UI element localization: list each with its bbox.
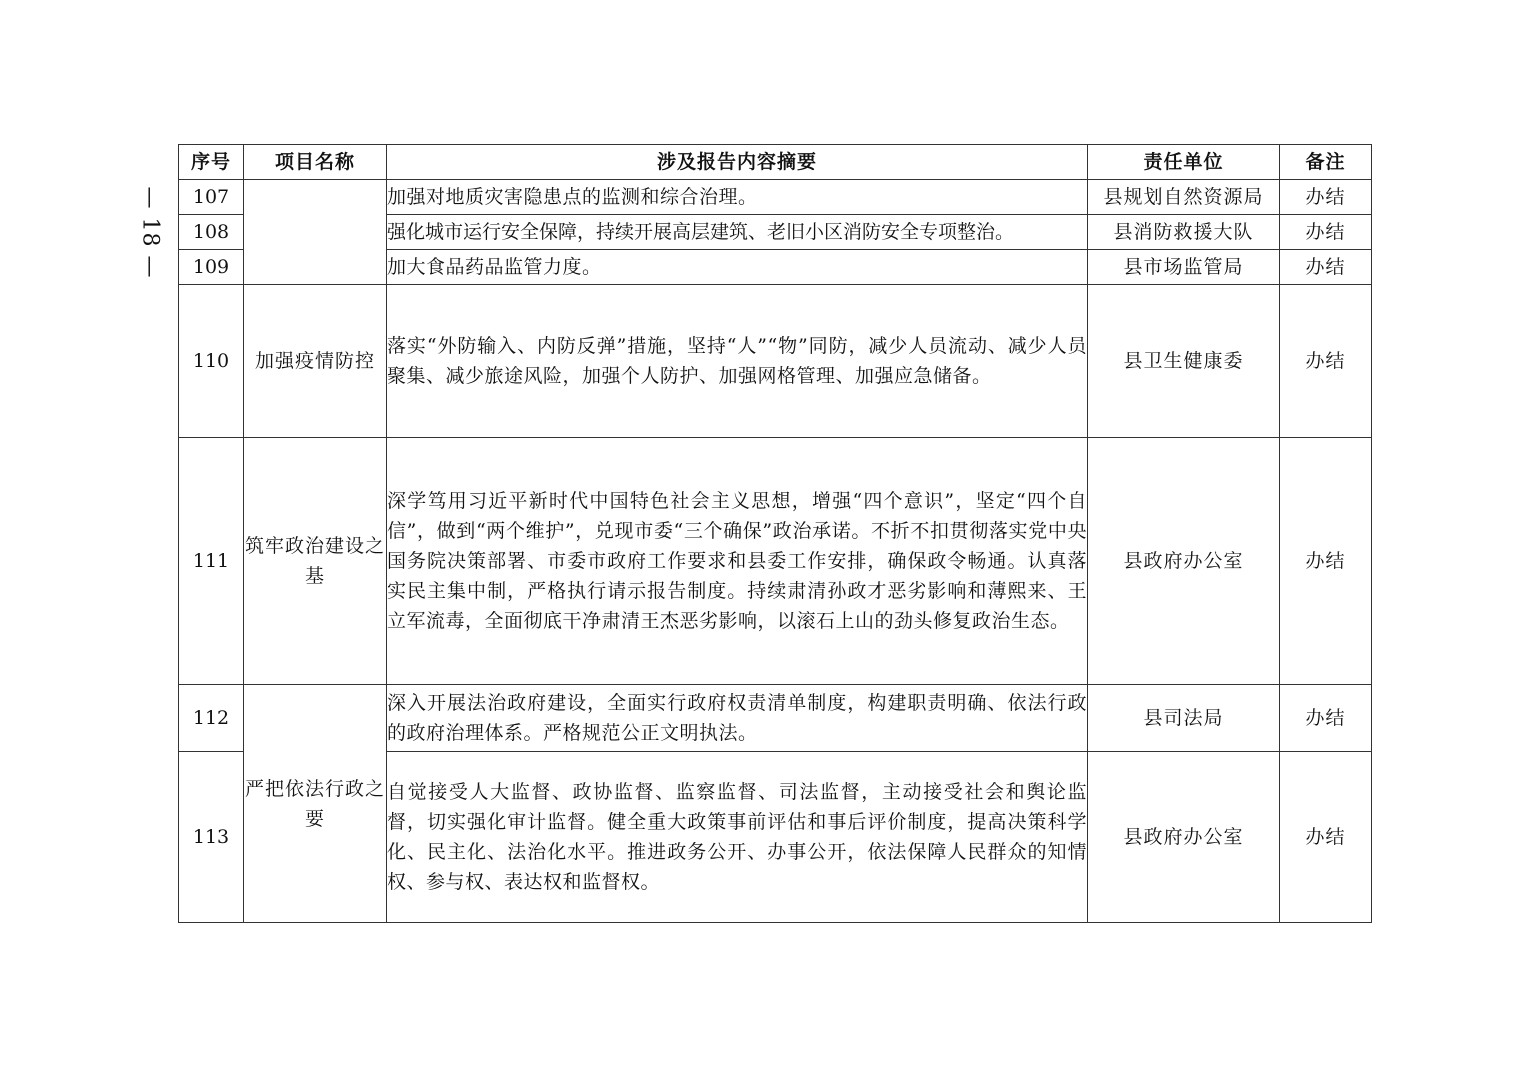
unit-cell: 县政府办公室 — [1088, 752, 1280, 923]
unit-cell: 县司法局 — [1088, 685, 1280, 752]
report-table — [178, 144, 1372, 923]
content-cell: 自觉接受人大监督、政协监督、监察监督、司法监督，主动接受社会和舆论监督，切实强化审计监督。健全重大政策事前评估和事后评价制度，提高决策科学化、民主化、法治化水平。推进政务公开、办事公开，依法保障人民群众的知情权、参与权、表达权和监督权。 — [387, 752, 1088, 923]
content-cell: 强化城市运行安全保障，持续开展高层建筑、老旧小区消防安全专项整治。 — [387, 215, 1088, 250]
content-cell: 落实“外防输入、内防反弹”措施，坚持“人”“物”同防，减少人员流动、减少人员聚集、减少旅途风险，加强个人防护、加强网格管理、加强应急储备。 — [387, 285, 1088, 438]
content-cell: 加大食品药品监管力度。 — [387, 250, 1088, 285]
header-note: 备注 — [1280, 145, 1372, 180]
table-row — [179, 285, 1372, 438]
table-row — [179, 438, 1372, 685]
project-cell: 严把依法行政之要 — [244, 685, 387, 923]
seq-cell: 109 — [179, 250, 244, 285]
table-row — [179, 685, 1372, 752]
header-row — [179, 145, 1372, 180]
note-cell: 办结 — [1280, 250, 1372, 285]
note-cell: 办结 — [1280, 180, 1372, 215]
seq-cell: 112 — [179, 685, 244, 752]
project-cell: 筑牢政治建设之基 — [244, 438, 387, 685]
seq-cell: 108 — [179, 215, 244, 250]
header-project: 项目名称 — [244, 145, 387, 180]
header-content: 涉及报告内容摘要 — [387, 145, 1088, 180]
header-seq: 序号 — [179, 145, 244, 180]
page-number — [133, 186, 167, 278]
seq-cell: 111 — [179, 438, 244, 685]
seq-cell: 113 — [179, 752, 244, 923]
unit-cell: 县消防救援大队 — [1088, 215, 1280, 250]
seq-cell: 110 — [179, 285, 244, 438]
content-cell: 深学笃用习近平新时代中国特色社会主义思想，增强“四个意识”，坚定“四个自信”，做到“两个维护”，兑现市委“三个确保”政治承诺。不折不扣贯彻落实党中央国务院决策部署、市委市政府工作要求和县委工作安排，确保政令畅通。认真落实民主集中制，严格执行请示报告制度。持续肃清孙政才恶劣影响和薄熙来、王立军流毒，全面彻底干净肃清王杰恶劣影响，以滚石上山的劲头修复政治生态。 — [387, 438, 1088, 685]
project-cell-empty — [244, 180, 387, 285]
note-cell: 办结 — [1280, 685, 1372, 752]
header-unit: 责任单位 — [1088, 145, 1280, 180]
unit-cell: 县市场监管局 — [1088, 250, 1280, 285]
unit-cell: 县卫生健康委 — [1088, 285, 1280, 438]
content-cell: 深入开展法治政府建设，全面实行政府权责清单制度，构建职责明确、依法行政的政府治理体系。严格规范公正文明执法。 — [387, 685, 1088, 752]
page-number-text: — 18 — — [137, 186, 163, 278]
note-cell: 办结 — [1280, 285, 1372, 438]
content-cell: 加强对地质灾害隐患点的监测和综合治理。 — [387, 180, 1088, 215]
unit-cell: 县政府办公室 — [1088, 438, 1280, 685]
note-cell: 办结 — [1280, 215, 1372, 250]
note-cell: 办结 — [1280, 752, 1372, 923]
seq-cell: 107 — [179, 180, 244, 215]
note-cell: 办结 — [1280, 438, 1372, 685]
table-row — [179, 180, 1372, 215]
unit-cell: 县规划自然资源局 — [1088, 180, 1280, 215]
project-cell: 加强疫情防控 — [244, 285, 387, 438]
